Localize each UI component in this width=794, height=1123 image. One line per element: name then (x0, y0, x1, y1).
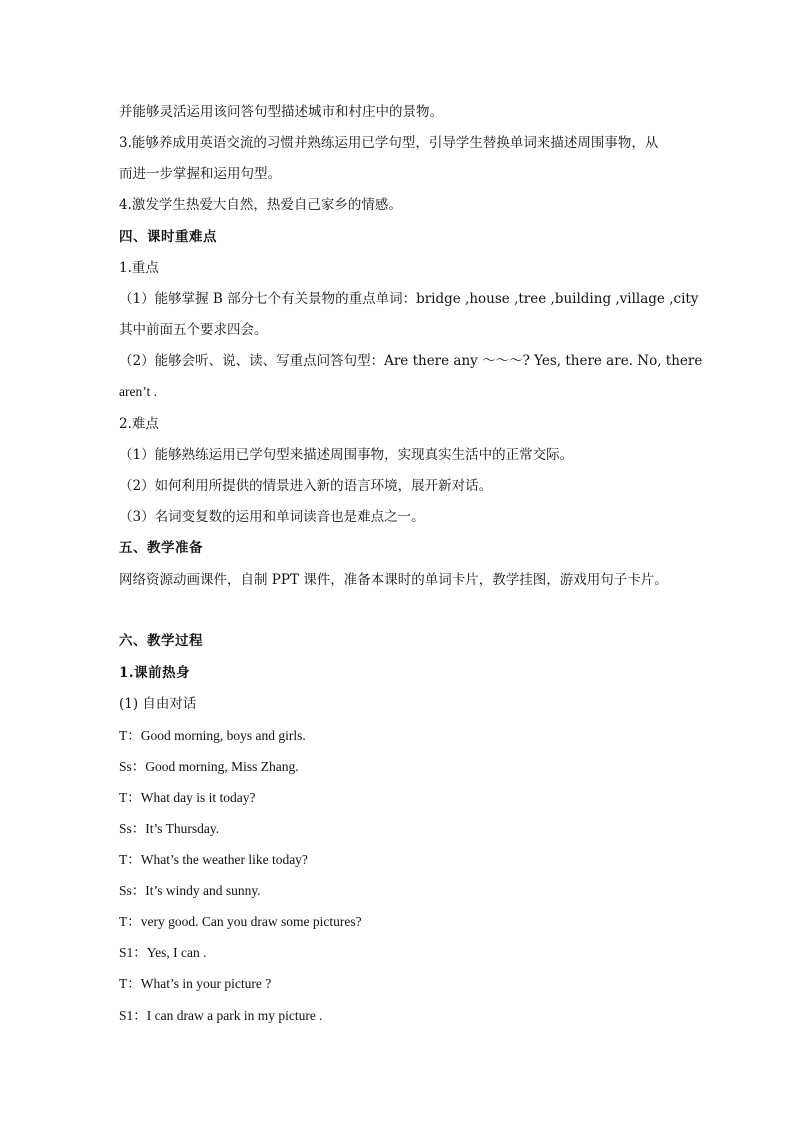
subheading-key-points: 1.重点 (119, 260, 159, 276)
dialogue-line-2: Ss：Good morning, Miss Zhang. (119, 759, 299, 774)
dialogue-line-4: Ss：It’s Thursday. (119, 821, 220, 836)
section-heading-key-difficult-points: 四、课时重难点 (119, 229, 217, 245)
dialogue-line-5: T：What’s the weather like today? (119, 852, 308, 867)
dialogue-line-1: T：Good morning, boys and girls. (119, 728, 306, 743)
objective-3-continuation: 而进一步掌握和运用句型。 (119, 166, 281, 182)
section-heading-teaching-process: 六、教学过程 (119, 633, 203, 649)
key-point-2: （2）能够会听、说、读、写重点问答句型：Are there any ～～～? Yes, there are. No, there (119, 353, 703, 369)
objective-3: 3.能够养成用英语交流的习惯并熟练运用已学句型，引导学生替换单词来描述周围事物，从 (119, 135, 659, 151)
dialogue-line-8: S1：Yes, I can . (119, 945, 207, 960)
subheading-warm-up: 1.课前热身 (119, 665, 191, 681)
key-point-1: （1）能够掌握 B 部分七个有关景物的重点单词：bridge ,house ,tree ,building ,village ,city (119, 291, 699, 307)
subheading-difficult-points: 2.难点 (119, 416, 159, 432)
dialogue-line-9: T：What’s in your picture ? (119, 976, 272, 991)
objective-4: 4.激发学生热爱大自然，热爱自己家乡的情感。 (119, 197, 402, 213)
dialogue-line-3: T：What day is it today? (119, 790, 256, 805)
difficult-point-3: （3）名词变复数的运用和单词读音也是难点之一。 (119, 509, 425, 525)
key-point-1-continuation: 其中前面五个要求四会。 (119, 322, 268, 338)
dialogue-line-10: S1：I can draw a park in my picture . (119, 1008, 323, 1023)
preparation-text: 网络资源动画课件，自制 PPT 课件，准备本课时的单词卡片，教学挂图，游戏用句子卡片。 (119, 572, 668, 588)
section-heading-preparation: 五、教学准备 (119, 540, 203, 556)
subheading-free-dialogue: (1) 自由对话 (119, 696, 197, 712)
objective-2-continuation: 并能够灵活运用该问答句型描述城市和村庄中的景物。 (119, 104, 443, 120)
difficult-point-1: （1）能够熟练运用已学句型来描述周围事物，实现真实生活中的正常交际。 (119, 447, 574, 463)
dialogue-line-6: Ss：It’s windy and sunny. (119, 883, 261, 898)
difficult-point-2: （2）如何利用所提供的情景进入新的语言环境，展开新对话。 (119, 478, 493, 494)
key-point-2-continuation: aren’t . (119, 384, 157, 399)
dialogue-line-7: T：very good. Can you draw some pictures? (119, 914, 362, 929)
